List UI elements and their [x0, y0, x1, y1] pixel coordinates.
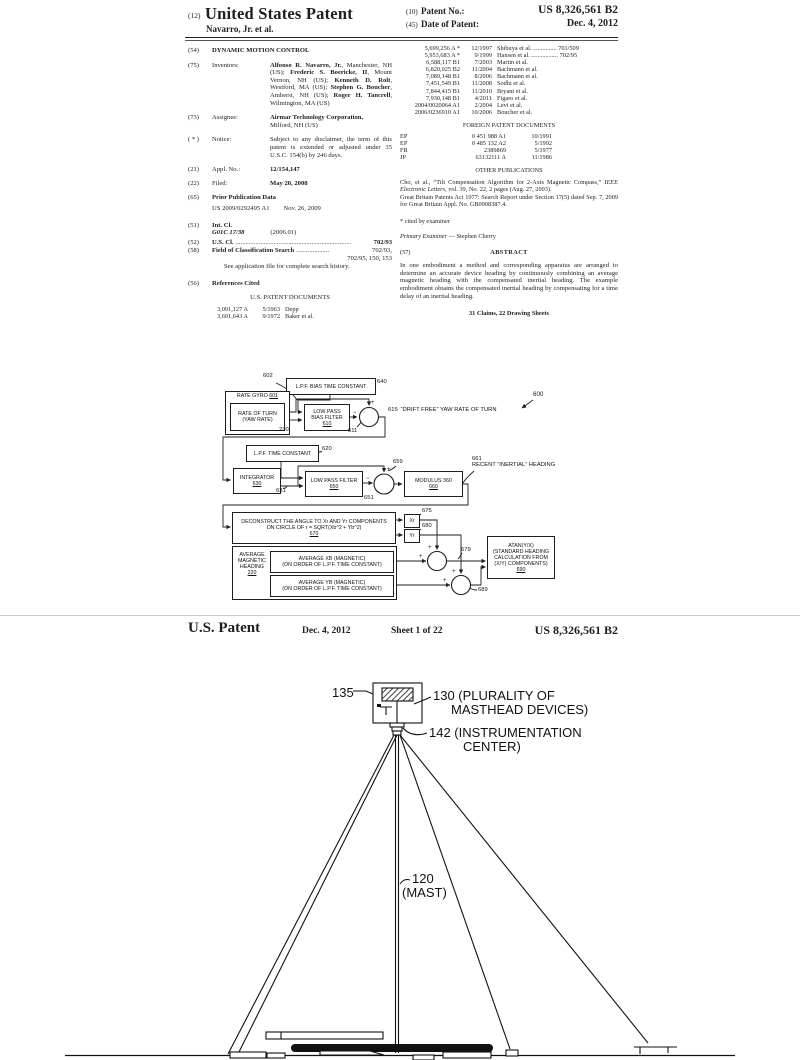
ref-number: 0 451 988 A1	[471, 133, 506, 141]
search-class-2: 702/95, 150, 153	[347, 254, 392, 262]
ref-name: Depp	[285, 306, 299, 314]
search-class-1: 702/93,	[372, 247, 392, 255]
ref-661: 661	[472, 456, 482, 462]
date-of-patent: Dec. 4, 2012	[566, 18, 618, 29]
us-ref-row	[188, 306, 392, 313]
ref-number: 7,844,415 B1	[425, 87, 460, 95]
refs-cited-title: References Cited	[212, 280, 260, 288]
field-num: (51)	[188, 221, 199, 229]
header-rule	[185, 37, 618, 41]
leader-135	[353, 691, 373, 694]
foreign-ref-row	[400, 154, 552, 161]
intcl-label: Int. Cl.	[212, 221, 232, 229]
claims-line: 31 Claims, 22 Drawing Sheets	[469, 310, 549, 318]
ref-name: Baker et al.	[285, 313, 314, 321]
label-142-line2: CENTER)	[463, 739, 521, 754]
ref-615: 615	[388, 407, 398, 413]
inertial-heading-label: 661 RECENT “INERTIAL” HEADING	[472, 456, 556, 469]
ref-date: 11/1986	[531, 154, 552, 162]
ref-date: 10/1991	[531, 133, 552, 141]
ref-number: 63132111 A	[475, 154, 506, 162]
ref-number: 6,820,025 B2	[425, 66, 460, 74]
ref-number: 7,930,148 B1	[425, 94, 460, 102]
search-label: Field of Classification Search	[212, 247, 295, 255]
page-separator	[0, 615, 800, 616]
box-modulus-360: MODULUS 360 660	[404, 471, 463, 497]
box-yr: Yr	[404, 529, 420, 543]
ref-date: 4/2011	[474, 94, 492, 102]
intcl-version: (2006.01)	[270, 229, 297, 237]
ref-611: 611	[348, 428, 358, 434]
page-title: United States Patent	[205, 4, 353, 23]
label-120-line2: (MAST)	[402, 885, 447, 900]
drift-free-output-label: 615 “DRIFT FREE” YAW RATE OF TURN	[388, 407, 497, 413]
ref-country: EP	[400, 133, 408, 141]
ref-number: 2389869	[483, 147, 506, 155]
us-ref-row	[400, 45, 618, 52]
field-21-appl	[188, 166, 392, 174]
box-average-yb: AVERAGE YB (MAGNETIC) (ON ORDER OF L.P.F. TIME CONSTANT)	[270, 575, 394, 597]
avg-magnetic-heading-label: AVERAGE MAGNETIC HEADING 220	[238, 552, 266, 576]
ref-679: 679	[461, 547, 471, 553]
field-label: Inventors:	[212, 61, 239, 69]
ref-number: 0 485 132 A2	[471, 140, 506, 148]
jib-stay	[238, 735, 397, 1054]
publication-1: Cho, et al., “Tilt Compensation Algorithm for 2-Axis Magnetic Compass,” IEEE Electronic Letters, vol. 39, No. 22, 2 pages (Aug. 27, 2003).	[400, 178, 618, 193]
patent-no: US 8,326,561 B2	[538, 4, 618, 16]
ref-640: 640	[377, 379, 387, 385]
field-label: Appl. No.:	[212, 166, 241, 174]
prior-pub-title: Prior Publication Data	[212, 194, 276, 202]
field-num: (58)	[188, 247, 199, 255]
intcl-row	[212, 229, 392, 237]
field-label: Assignee:	[212, 114, 239, 122]
ref-659: 659	[393, 459, 403, 465]
ref-country: EP	[400, 140, 408, 148]
ref-name: Hansen et al. ................. 702/95	[497, 52, 578, 60]
ref-600: 600	[533, 391, 544, 398]
ref-name: Bachmann et al.	[497, 66, 538, 74]
publication-2: Great Britain Patents Act 1977: Search Report under Section 17(5) dated Sep. 7, 2009 for Great Britain Appl. No. GB0908387.4.	[400, 193, 618, 208]
sailboat-figure	[60, 650, 760, 1060]
label-142-line1: 142 (INSTRUMENTATION	[429, 725, 582, 740]
sign: +	[387, 467, 391, 473]
cited-by-examiner: * cited by examiner	[400, 217, 450, 225]
ref-date: 12/1997	[471, 45, 492, 52]
sum-junction-689	[452, 576, 471, 595]
pub-date: Nov. 26, 2009	[283, 204, 321, 212]
assignee-text: Airmar Technology Corporation, Milford, NH (US)	[270, 114, 364, 129]
us-ref-row	[400, 102, 618, 109]
primary-examiner: Primary Examiner — Stephen Cherry	[400, 232, 496, 240]
ref-date: 10/2006	[471, 108, 492, 116]
dot-leader: ....................	[296, 247, 330, 255]
foreign-docs-title: FOREIGN PATENT DOCUMENTS	[462, 121, 556, 129]
field-73-assignee	[188, 114, 392, 129]
ref-630: 630	[252, 481, 262, 487]
ref-690: 690	[516, 566, 526, 573]
us-ref-row	[400, 88, 618, 95]
ref-601: 601	[269, 393, 279, 399]
ref-name: Bachmann et al.	[497, 73, 538, 81]
sign: +	[419, 554, 423, 560]
sign: +	[443, 578, 447, 584]
ref-610: 610	[322, 420, 332, 427]
uscl-value: 702/93	[373, 238, 392, 246]
prior-pub-row	[212, 205, 392, 213]
label-120: 120	[412, 871, 434, 886]
leader-142	[403, 728, 427, 735]
patent-no-label: Patent No.:	[421, 6, 465, 16]
field-notice	[188, 136, 392, 159]
foreign-ref-row	[400, 140, 552, 147]
ref-date: 11/2004	[471, 66, 492, 74]
sign: −	[366, 476, 370, 482]
ref-680: 680	[422, 523, 432, 529]
field-75-inventors	[188, 62, 392, 108]
us-references-list	[400, 45, 618, 116]
foreign-references-list	[400, 133, 618, 161]
other-pubs-title: OTHER PUBLICATIONS	[475, 167, 543, 175]
field-52-uscl	[188, 239, 392, 247]
label-130-line2: MASTHEAD DEVICES)	[451, 702, 589, 717]
wind-vane-flag	[377, 704, 381, 707]
us-ref-row	[400, 95, 618, 102]
box-rate-of-turn: RATE OF TURN (YAW RATE)	[230, 403, 285, 431]
sign: −	[353, 410, 357, 416]
ref-number: 7,089,148 B1	[425, 73, 460, 81]
abstract-title: ABSTRACT	[490, 249, 528, 257]
sign: +	[371, 400, 375, 406]
ref-number: 2004/0020064 A1	[414, 101, 460, 109]
box-atan: ATAN(Y/X) (STANDARD HEADING CALCULATION FROM (X/Y) COMPONENTS) 690	[487, 536, 555, 579]
ref-date: 11/2008	[471, 80, 492, 88]
ref-650: 650	[329, 484, 339, 490]
left-column	[188, 47, 392, 320]
ref-country: FR	[400, 147, 408, 155]
search-note: See application file for complete search history.	[224, 263, 350, 271]
field-58-search	[188, 247, 392, 255]
field-num: (22)	[188, 179, 199, 187]
box-integrator: INTEGRATOR 630	[233, 468, 281, 494]
ref-670: 670	[309, 531, 319, 537]
sheet-brand: U.S. Patent	[188, 620, 261, 636]
kind-code: (12)	[188, 11, 201, 20]
ref-date: 8/2006	[474, 73, 492, 81]
us-ref-row	[400, 66, 618, 73]
us-ref-row	[188, 313, 392, 320]
field-num: (21)	[188, 166, 199, 174]
us-ref-row	[400, 52, 618, 59]
notice-text: Subject to any disclaimer, the term of this patent is extended or adjusted under 35 U.S.C. 154(b) by 246 days.	[270, 136, 392, 159]
label-130-line1: 130 (PLURALITY OF	[433, 688, 555, 703]
ref-number: 5,953,683 A *	[424, 52, 460, 60]
ref-689: 689	[478, 587, 488, 593]
sheet-date: Dec. 4, 2012	[302, 626, 351, 636]
box-low-pass-bias-filter: LOW PASS BIAS FILTER 610	[304, 404, 350, 431]
ref-date: 9/1972	[262, 313, 280, 321]
us-ref-row	[400, 109, 618, 116]
sum-junction-651	[374, 474, 394, 494]
date-of-patent-label: Date of Patent:	[421, 19, 479, 29]
forestay	[228, 735, 394, 1054]
instrumentation-center	[390, 723, 404, 735]
field-num: ( * )	[188, 136, 199, 144]
abstract-text: In one embodiment a method and corresponding apparatus are arranged to determine an accurate device heading by continuously combining an average magnetic heading with the compensated inertial heading. The example embodiment obtains the compensated inertial heading by compensating for a time delay of an inertial heading.	[400, 262, 618, 300]
box-rate-gyro: RATE GYRO 601	[225, 391, 290, 435]
field-56-refs	[188, 280, 392, 288]
ref-name: Bryant et al.	[497, 87, 528, 95]
box-lpf-bias-time-constant: L.P.F. BIAS TIME CONSTANT	[286, 378, 376, 395]
box-average-xb: AVERAGE XB (MAGNETIC) (ON ORDER OF L.P.F. TIME CONSTANT)	[270, 551, 394, 573]
ref-230: 230	[279, 427, 289, 433]
filed-date: May 20, 2008	[270, 179, 308, 187]
sum-junction-679	[428, 552, 447, 571]
ref-620: 620	[322, 446, 332, 452]
ref-651: 651	[364, 495, 374, 501]
ref-number: 2006/0236910 A1	[414, 108, 460, 116]
authors: Navarro, Jr. et al.	[206, 24, 274, 34]
ref-date: 5/1992	[534, 140, 552, 148]
field-label: Filed:	[212, 179, 228, 187]
field-51-intcl	[188, 222, 392, 230]
field-54-title	[188, 47, 392, 55]
field-num: (73)	[188, 114, 199, 122]
examiner-name: Stephen Cherry	[456, 232, 496, 240]
pub-number: US 2009/0292495 A1	[212, 204, 270, 212]
ref-660: 660	[429, 484, 438, 490]
ref-name: Martin et al.	[497, 59, 528, 67]
ref-220: 220	[247, 570, 257, 576]
intcl-class: G01C 17/38	[212, 229, 245, 237]
masthead-device-hatched	[382, 688, 413, 701]
dot-leader: ......................................................................	[235, 238, 352, 246]
field-label: Notice:	[212, 136, 232, 144]
ref-675: 675	[422, 508, 432, 514]
field-65-prior-pub	[188, 194, 392, 202]
us-ref-row	[400, 73, 618, 80]
box-deconstruct-angle: DECONSTRUCT THE ANGLE TO Xr AND Yr COMPONENTS ON CIRCLE OF r = SQRT(Xb^2 + Yb^2) 670	[232, 512, 396, 544]
field-num: (56)	[188, 280, 199, 288]
ref-date: 9/1999	[474, 52, 492, 60]
ref-631: 631	[276, 488, 286, 494]
invention-title: DYNAMIC MOTION CONTROL	[212, 47, 310, 54]
us-patent-docs-title: U.S. PATENT DOCUMENTS	[250, 293, 330, 301]
box-xr: Xr	[404, 514, 420, 528]
ref-name: Levi et al.	[497, 101, 523, 109]
right-column	[400, 45, 618, 317]
box-low-pass-filter: LOW PASS FILTER 650	[305, 471, 363, 497]
ref-602: 602	[263, 373, 273, 379]
ref-name: Boucher et al.	[497, 108, 533, 116]
field-num: (75)	[188, 61, 199, 69]
field-num: (52)	[188, 238, 199, 246]
ref-name: Sodhi et al.	[497, 80, 526, 88]
boom	[266, 1032, 383, 1039]
ref-number: 5,699,256 A *	[424, 45, 460, 52]
box-lpf-time-constant: L.P.F. TIME CONSTANT	[246, 445, 319, 462]
ref-number: 7,451,549 B1	[425, 80, 460, 88]
ref-number: 3,091,127 A	[217, 306, 248, 314]
label-135: 135	[332, 685, 354, 700]
field-10-num: (10)	[406, 8, 418, 16]
field-22-filed	[188, 180, 392, 188]
field-num: (57)	[400, 249, 411, 257]
ref-number: 3,691,643 A	[217, 313, 248, 321]
ref-date: 5/1977	[534, 147, 552, 155]
appl-no: 12/154,147	[270, 166, 300, 174]
abstract-heading-row	[400, 249, 618, 256]
ref-date: 11/2010	[471, 87, 492, 95]
sum-junction-611	[360, 408, 379, 427]
uscl-label: U.S. Cl.	[212, 238, 234, 246]
field-num: (65)	[188, 194, 199, 202]
sheet-patent-no: US 8,326,561 B2	[534, 623, 618, 637]
ref-country: JP	[400, 154, 406, 162]
mast	[396, 735, 399, 1053]
foreign-ref-row	[400, 147, 552, 154]
ref-name: Figaro et al.	[497, 94, 528, 102]
ref-date: 7/2003	[474, 59, 492, 67]
us-ref-row	[400, 80, 618, 87]
ref-name: Shibuya et al. ............... 701/509	[497, 45, 579, 52]
ref-date: 5/1963	[262, 306, 280, 314]
sign: +	[452, 569, 456, 575]
field-45-num: (45)	[406, 21, 418, 29]
sheet-number: Sheet 1 of 22	[391, 626, 443, 636]
leader-120	[400, 880, 410, 885]
sign: +	[428, 545, 432, 551]
inventors-text: Alfonso R. Navarro, Jr., Manchester, NH (US); Frederic S. Boericke, II, Mount Vernon, NH (US); Kenneth D. Rolt, Westford, MA (US); Stephen G. Boucher, Amherst, NH (US); Roger H. Tancrell, Wilmington, MA (US)	[270, 61, 393, 107]
foreign-ref-row	[400, 133, 552, 140]
ref-date: 2/2004	[474, 101, 492, 109]
ref-number: 6,588,117 B1	[426, 59, 460, 67]
us-ref-row	[400, 59, 618, 66]
field-num: (54)	[188, 47, 199, 54]
